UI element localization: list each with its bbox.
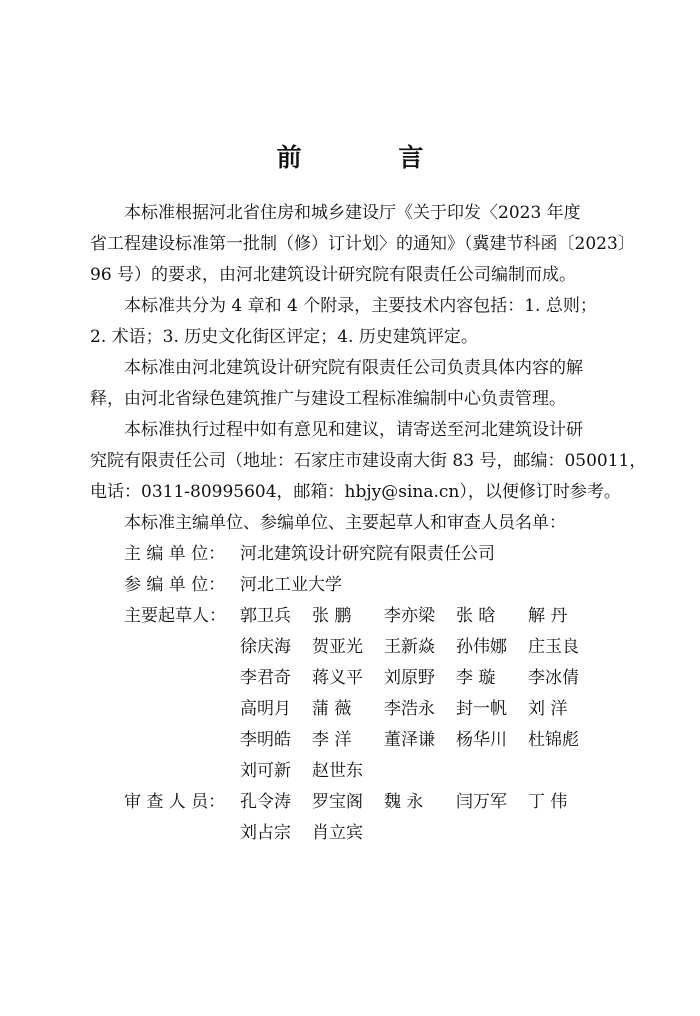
person-name: 丁 伟	[528, 792, 568, 812]
person-name: 李 洋	[312, 730, 352, 750]
paragraph-line: 省工程建设标准第一批制（修）订计划〉的通知》（冀建节科函〔2023〕	[90, 234, 635, 254]
paragraph-line: 本标准由河北建筑设计研究院有限责任公司负责具体内容的解	[124, 358, 583, 378]
person-name: 刘可新	[240, 761, 291, 781]
person-name: 王新焱	[384, 637, 435, 657]
paragraph-line: 电话：0311-80995604，邮箱：hbjy@sina.cn），以便修订时参考。	[90, 482, 621, 502]
chief-unit-label: 主 编 单 位：	[124, 544, 226, 564]
person-name: 杜锦彪	[528, 730, 579, 750]
person-name: 赵世东	[312, 761, 363, 781]
person-name: 高明月	[240, 699, 291, 719]
person-name: 张 鹏	[312, 606, 352, 626]
participating-unit-value: 河北工业大学	[240, 575, 342, 595]
paragraph-contents	[90, 291, 612, 353]
person-name: 封一帆	[456, 699, 507, 719]
reviewers-label: 审 查 人 员：	[124, 792, 226, 812]
person-name: 刘 洋	[528, 699, 568, 719]
person-name: 杨华川	[456, 730, 507, 750]
person-name: 刘原野	[384, 668, 435, 688]
person-name: 蒋义平	[312, 668, 363, 688]
paragraph-line: 本标准执行过程中如有意见和建议，请寄送至河北建筑设计研	[124, 420, 583, 440]
paragraph-management	[90, 353, 612, 415]
drafters-list	[240, 601, 610, 787]
person-name: 李冰倩	[528, 668, 579, 688]
person-name: 李明皓	[240, 730, 291, 750]
paragraph-line: 96 号）的要求，由河北建筑设计研究院有限责任公司编制而成。	[90, 265, 577, 285]
person-name: 贺亚光	[312, 637, 363, 657]
participating-unit-row	[90, 570, 612, 601]
person-name: 魏 永	[384, 792, 424, 812]
person-name: 罗宝阁	[312, 792, 363, 812]
page-title: 前 言	[276, 143, 468, 172]
participating-unit-label: 参 编 单 位：	[124, 575, 226, 595]
person-name: 徐庆海	[240, 637, 291, 657]
paragraph-line: 本标准主编单位、参编单位、主要起草人和审查人员名单：	[124, 513, 566, 533]
person-name: 李君奇	[240, 668, 291, 688]
person-name: 蒲 薇	[312, 699, 352, 719]
person-name: 刘占宗	[240, 823, 291, 843]
paragraph-list-intro	[90, 508, 612, 539]
person-name: 孙伟娜	[456, 637, 507, 657]
person-name: 郭卫兵	[240, 606, 291, 626]
person-name: 董泽谦	[384, 730, 435, 750]
person-name: 李亦梁	[384, 606, 435, 626]
preface-body	[90, 198, 647, 849]
reviewers-row	[90, 787, 612, 849]
person-name: 张 晗	[456, 606, 496, 626]
paragraph-line: 本标准共分为 4 章和 4 个附录，主要技术内容包括：1. 总则；	[124, 296, 597, 316]
paragraph-line: 2. 术语；3. 历史文化街区评定；4. 历史建筑评定。	[90, 327, 478, 347]
paragraph-line: 释，由河北省绿色建筑推广与建设工程标准编制中心负责管理。	[90, 389, 566, 409]
drafters-row	[90, 601, 612, 787]
person-name: 闫万军	[456, 792, 507, 812]
drafters-label: 主要起草人：	[124, 606, 226, 626]
reviewers-list	[240, 787, 610, 849]
paragraph-line: 究院有限责任公司（地址：石家庄市建设南大街 83 号，邮编：050011，	[90, 451, 647, 471]
paragraph-line: 本标准根据河北省住房和城乡建设厅《关于印发〈2023 年度	[124, 203, 581, 223]
chief-unit-value: 河北建筑设计研究院有限责任公司	[240, 544, 495, 564]
person-name: 肖立宾	[312, 823, 363, 843]
chief-unit-row	[90, 539, 612, 570]
person-name: 李 璇	[456, 668, 496, 688]
paragraph-basis	[90, 198, 635, 291]
person-name: 李浩永	[384, 699, 435, 719]
person-name: 庄玉良	[528, 637, 579, 657]
person-name: 孔令涛	[240, 792, 291, 812]
paragraph-contact	[90, 415, 647, 508]
person-name: 解 丹	[528, 606, 568, 626]
